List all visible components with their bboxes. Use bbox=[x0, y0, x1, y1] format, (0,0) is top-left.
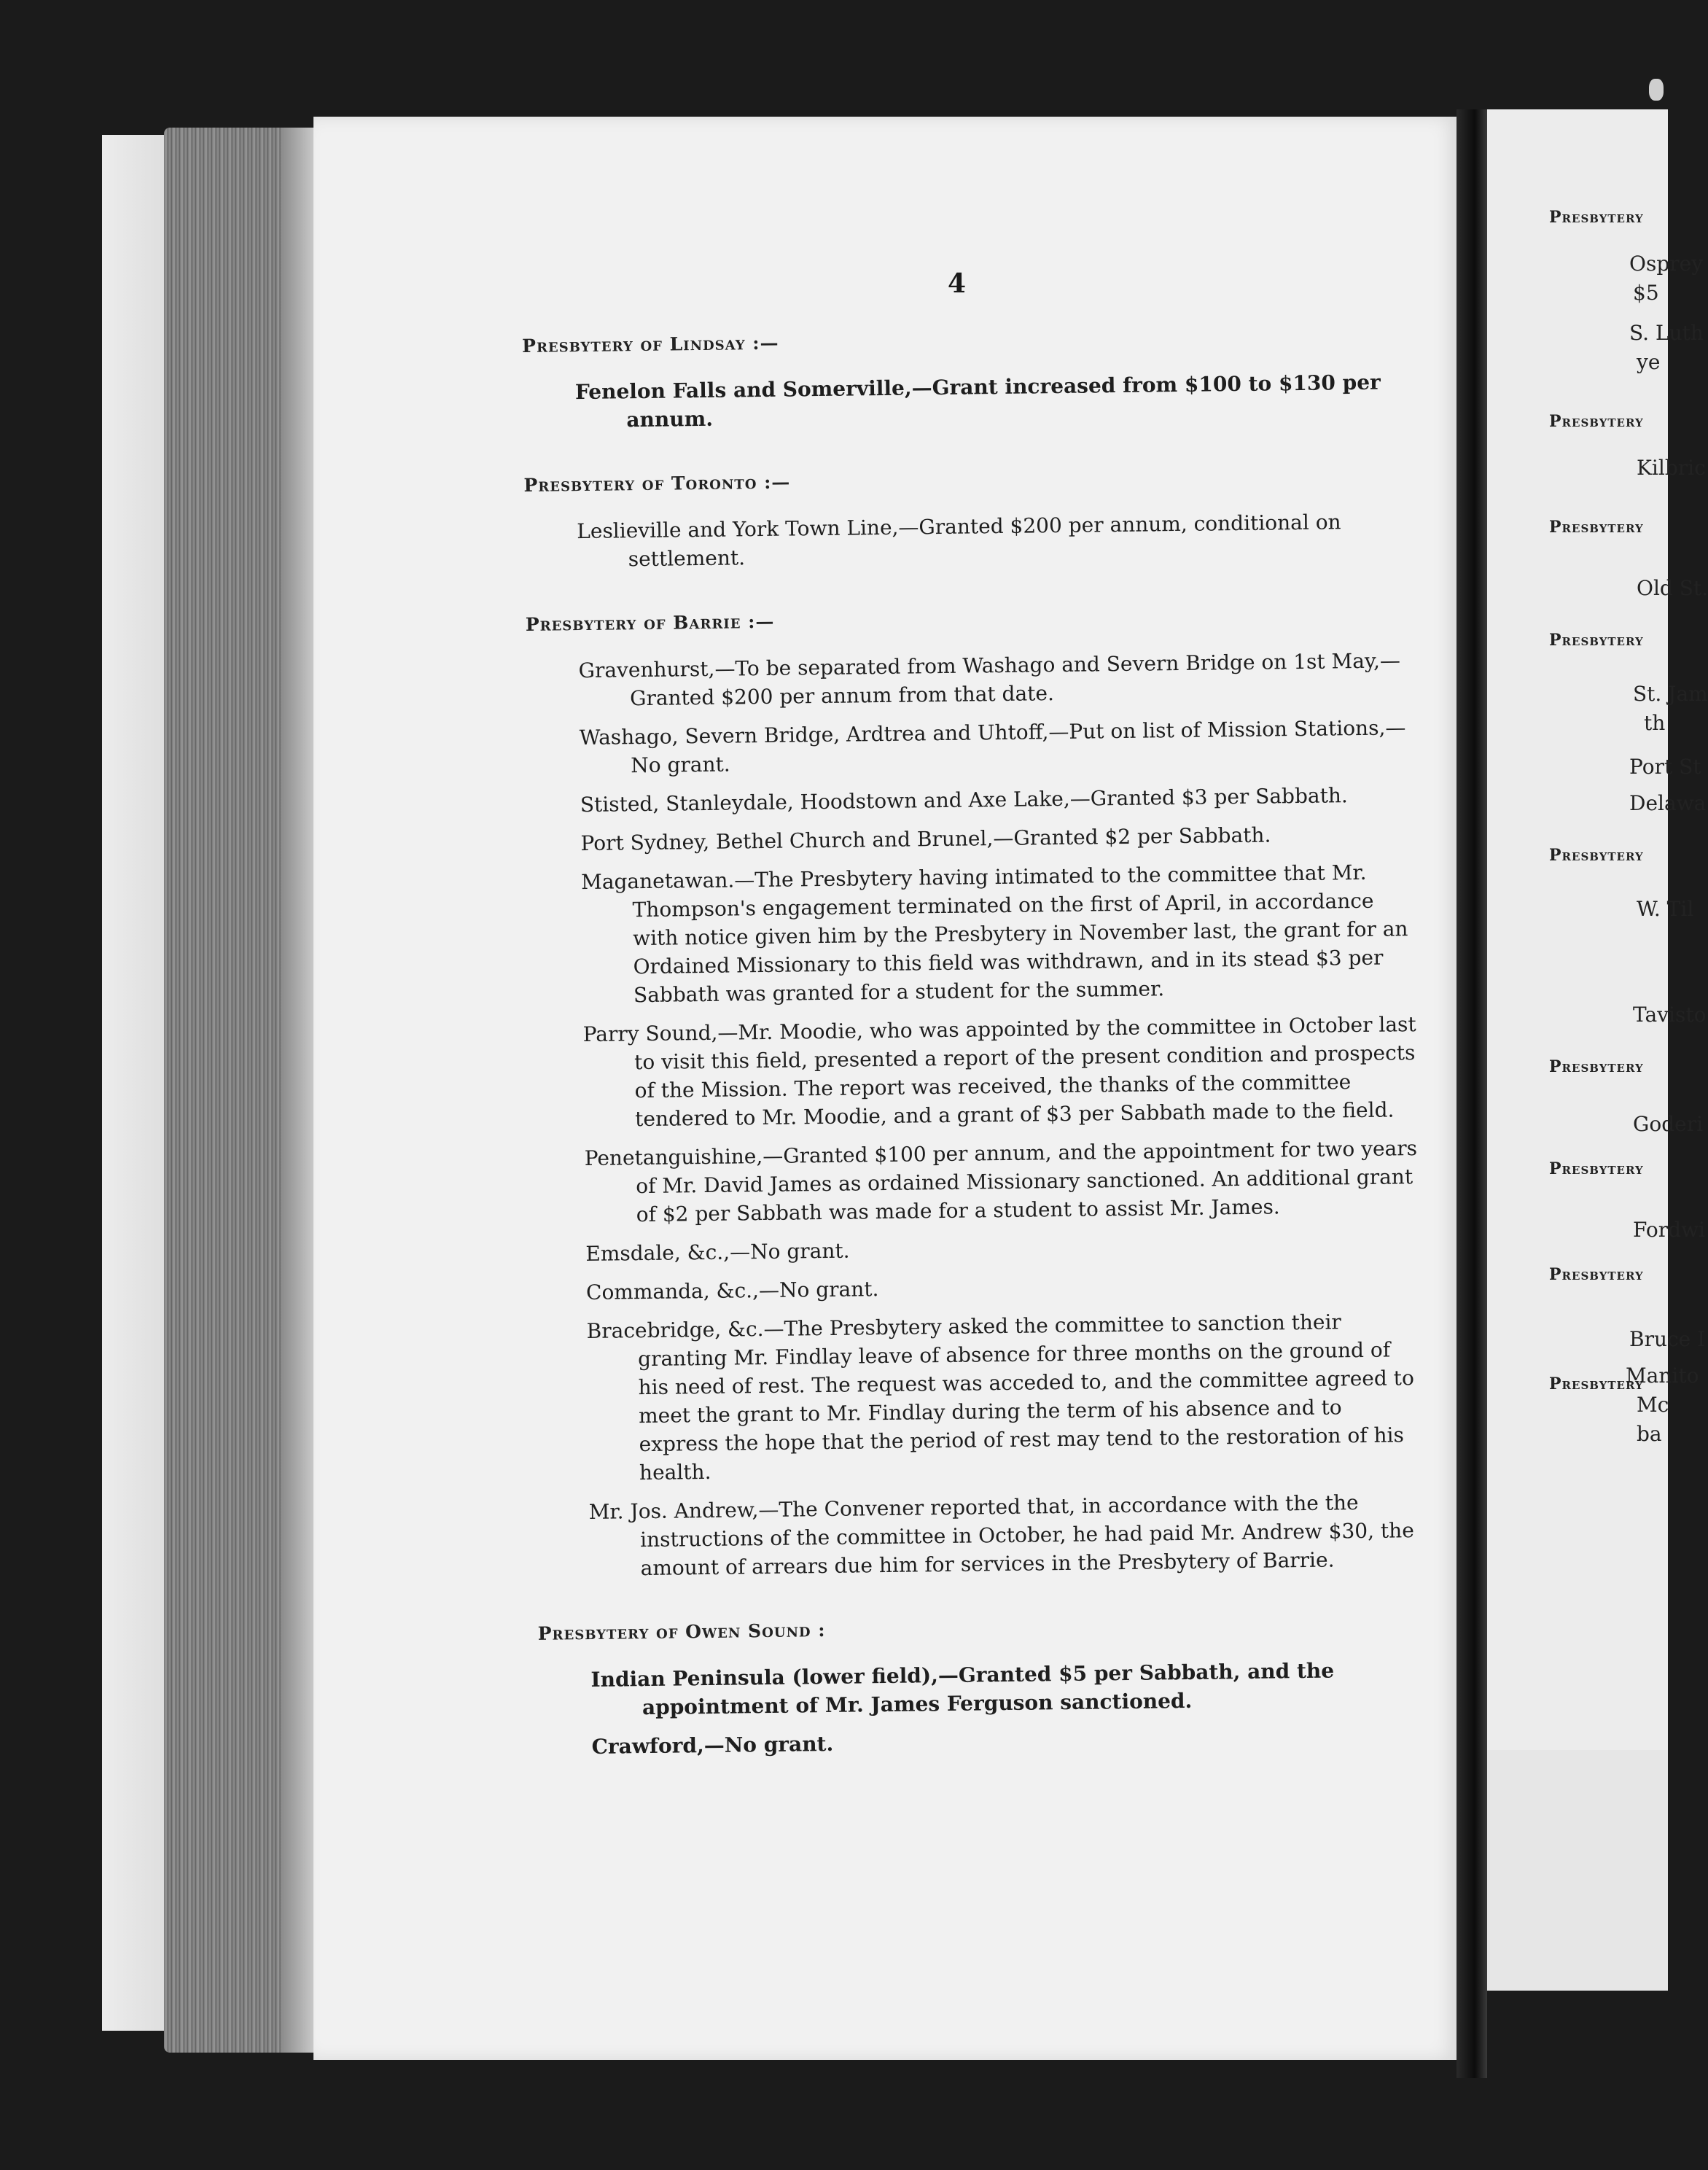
right-page-heading: Presbytery bbox=[1549, 1374, 1644, 1393]
right-page-content bbox=[1487, 109, 1708, 1750]
right-page-line: St. Jam bbox=[1633, 682, 1708, 706]
page-number: 4 bbox=[948, 268, 967, 299]
entry: Penetanguishine,—Granted $100 per annum, and the appointment for two years of Mr. David James as ordained Missionary sanctioned. An additional grant of $2 per Sabbath was made for a student to assist Mr. James. bbox=[584, 1136, 1418, 1227]
right-page-line: Fordwi bbox=[1633, 1218, 1705, 1242]
right-page-line: Manito bbox=[1626, 1364, 1699, 1388]
right-page-line: th bbox=[1644, 711, 1666, 735]
entry: Leslieville and York Town Line,—Granted $200 per annum, conditional on settlement. bbox=[577, 510, 1341, 572]
page-content bbox=[522, 324, 1429, 1772]
entry: Mr. Jos. Andrew,—The Convener reported that, in accordance with the the instructions of the committee in October, he had paid Mr. Andrew $30, the amount of arrears due him for services in the Presbytery of Barrie. bbox=[588, 1490, 1414, 1581]
right-page-line: Bruce I bbox=[1629, 1327, 1706, 1351]
entry: Washago, Severn Bridge, Ardtrea and Uhtoff,—Put on list of Mission Stations,—No grant. bbox=[579, 715, 1406, 778]
right-page-heading: Presbytery bbox=[1549, 846, 1644, 865]
right-page-line: Kilbric bbox=[1637, 456, 1706, 480]
right-page-line: $5 bbox=[1633, 281, 1659, 305]
section-heading: Presbytery of Owen Sound : bbox=[537, 1619, 826, 1644]
right-page-line: W. Til bbox=[1637, 897, 1694, 921]
entry: Maganetawan.—The Presbytery having intimated to the committee that Mr. Thompson's engagement terminated on the first of April, in accordance with notice given him by the Presbytery in November last, the grant for an Ordained Missionary to this field was withdrawn, and in its stead $3 per Sabbath was granted for a student for the summer. bbox=[580, 860, 1408, 1008]
section-heading: Presbytery of Toronto :— bbox=[523, 471, 791, 496]
page-stack-edges bbox=[164, 128, 313, 2053]
right-page-line: ba bbox=[1637, 1422, 1662, 1446]
right-page-heading: Presbytery bbox=[1549, 1265, 1644, 1284]
entry: Port Sydney, Bethel Church and Brunel,—Granted $2 per Sabbath. bbox=[580, 822, 1271, 856]
right-page-heading: Presbytery bbox=[1549, 518, 1644, 537]
entry: Commanda, &c.,—No grant. bbox=[585, 1277, 879, 1305]
smudge bbox=[1649, 79, 1664, 101]
book-gutter bbox=[1457, 109, 1487, 2078]
entry: Emsdale, &c.,—No grant. bbox=[585, 1238, 850, 1267]
entry: Parry Sound,—Mr. Moodie, who was appointed by the committee in October last to visit this field, presented a report of the present condition and prospects of the Mission. The report was received, the thanks of the committee tendered to Mr. Moodie, and a grant of $3 per Sabbath made to the field. bbox=[582, 1012, 1416, 1132]
right-page-heading: Presbytery bbox=[1549, 631, 1644, 650]
entry: Indian Peninsula (lower field),—Granted $5 per Sabbath, and the appointment of Mr. James Ferguson sanctioned. bbox=[590, 1658, 1335, 1720]
entry: Fenelon Falls and Somerville,—Grant increased from $100 to $130 per annum. bbox=[574, 370, 1381, 432]
right-page-line: Osprey bbox=[1629, 252, 1704, 276]
right-page-heading: Presbytery bbox=[1549, 412, 1644, 431]
right-page-line: Delawa bbox=[1629, 791, 1707, 815]
right-page-line: Mc bbox=[1637, 1393, 1669, 1417]
entry: Gravenhurst,—To be separated from Washago and Severn Bridge on 1st May,—Granted $200 per annum from that date. bbox=[578, 648, 1401, 711]
right-page-heading: Presbytery bbox=[1549, 208, 1644, 227]
section-heading: Presbytery of Barrie :— bbox=[525, 610, 775, 635]
right-page-line: Goderi bbox=[1633, 1112, 1704, 1136]
right-page-line: S. Luth bbox=[1629, 321, 1704, 345]
right-page-line: ye bbox=[1637, 350, 1661, 374]
right-page-line: Port St bbox=[1629, 755, 1701, 779]
right-page-heading: Presbytery bbox=[1549, 1057, 1644, 1076]
section-heading: Presbytery of Lindsay :— bbox=[522, 332, 779, 357]
right-page-line: Tavisto bbox=[1633, 1003, 1707, 1027]
right-page-line: Old St. bbox=[1637, 576, 1708, 600]
right-page-lower bbox=[1487, 1750, 1668, 1991]
right-page bbox=[1487, 109, 1708, 1750]
entry: Stisted, Stanleydale, Hoodstown and Axe Lake,—Granted $3 per Sabbath. bbox=[580, 783, 1348, 817]
entry: Crawford,—No grant. bbox=[591, 1731, 834, 1759]
right-page-heading: Presbytery bbox=[1549, 1159, 1644, 1178]
entry: Bracebridge, &c.—The Presbytery asked the committee to sanction their granting Mr. Findlay leave of absence for three months on the ground of his need of rest. The request was acceded to, and the committee agreed to meet the grant to Mr. Findlay during the term of his absence and to express the hope that the period of rest may tend to the restoration of his health. bbox=[586, 1310, 1415, 1485]
